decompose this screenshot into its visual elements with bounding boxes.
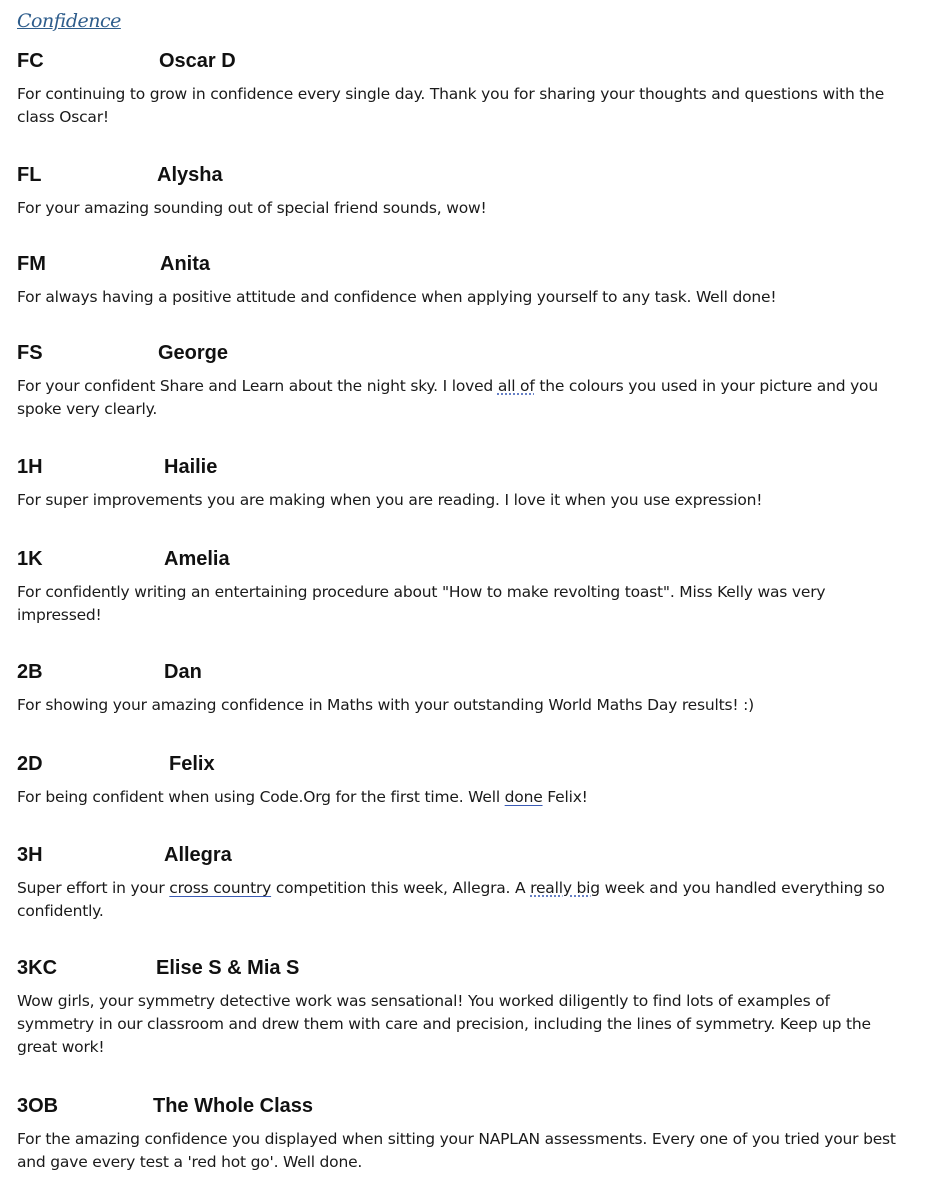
student-name: Dan bbox=[164, 661, 202, 683]
comment-text: the colours you used in your picture and you spoke very clearly. bbox=[17, 377, 878, 418]
award-comment bbox=[17, 877, 907, 923]
award-comment bbox=[17, 990, 907, 1059]
class-code: 3OB bbox=[17, 1095, 59, 1117]
class-code: FC bbox=[17, 50, 44, 72]
student-name: Alysha bbox=[157, 164, 223, 186]
student-name: Allegra bbox=[164, 844, 232, 866]
flagged-word: all of bbox=[497, 377, 535, 395]
award-comment bbox=[17, 83, 907, 129]
award-comment bbox=[17, 581, 907, 627]
flagged-word: done bbox=[504, 788, 543, 806]
flagged-word: really big bbox=[530, 879, 600, 897]
award-comment bbox=[17, 375, 907, 421]
student-name: Felix bbox=[169, 753, 215, 775]
award-comment bbox=[17, 286, 907, 309]
class-code: 2B bbox=[17, 661, 43, 683]
comment-text: For being confident when using Code.Org for the first time. Well bbox=[17, 788, 505, 806]
comment-text: For super improvements you are making when you are reading. I love it when you use expression! bbox=[17, 491, 763, 509]
award-comment bbox=[17, 1128, 907, 1174]
student-name: The Whole Class bbox=[153, 1095, 314, 1117]
class-code: FM bbox=[17, 253, 46, 275]
class-code: 2D bbox=[17, 753, 43, 775]
class-code: 1H bbox=[17, 456, 43, 478]
comment-text: For showing your amazing confidence in Maths with your outstanding World Maths Day results! :) bbox=[17, 696, 754, 714]
comment-text: Felix! bbox=[542, 788, 588, 806]
comment-text: week and you handled everything so confidently. bbox=[17, 879, 885, 920]
comment-text: Wow girls, your symmetry detective work was sensational! You worked diligently to find lots of examples of symmetry in our classroom and drew them with care and precision, including the lines of symmetry. Keep up the great work! bbox=[17, 992, 871, 1056]
comment-text: For continuing to grow in confidence every single day. Thank you for sharing your thoughts and questions with the class Oscar! bbox=[17, 85, 885, 126]
award-comment bbox=[17, 489, 907, 512]
student-name: Amelia bbox=[164, 548, 230, 570]
class-code: FS bbox=[17, 342, 43, 364]
comment-text: For your confident Share and Learn about the night sky. I loved bbox=[17, 377, 498, 395]
student-name: Anita bbox=[160, 253, 210, 275]
class-code: 3H bbox=[17, 844, 43, 866]
award-comment bbox=[17, 694, 907, 717]
student-name: Oscar D bbox=[159, 50, 236, 72]
class-code: 3KC bbox=[17, 957, 58, 979]
award-comment bbox=[17, 786, 907, 809]
student-name: Hailie bbox=[164, 456, 218, 478]
comment-text: Super effort in your bbox=[17, 879, 170, 897]
student-name: George bbox=[158, 342, 229, 364]
comment-text: For your amazing sounding out of special friend sounds, wow! bbox=[17, 199, 487, 217]
comment-text: For the amazing confidence you displayed when sitting your NAPLAN assessments. Every one of you tried your best and gave every test a 'red hot go'. Well done. bbox=[17, 1130, 896, 1171]
award-comment bbox=[17, 197, 907, 220]
class-code: FL bbox=[17, 164, 42, 186]
comment-text: competition this week, Allegra. A bbox=[271, 879, 531, 897]
page-title: Confidence bbox=[17, 10, 121, 32]
comment-text: For always having a positive attitude and confidence when applying yourself to any task. Well done! bbox=[17, 288, 777, 306]
class-code: 1K bbox=[17, 548, 43, 570]
comment-text: For confidently writing an entertaining procedure about "How to make revolting toast". Miss Kelly was very impressed! bbox=[17, 583, 826, 624]
student-name: Elise S & Mia S bbox=[156, 957, 300, 979]
flagged-word: cross country bbox=[169, 879, 272, 897]
